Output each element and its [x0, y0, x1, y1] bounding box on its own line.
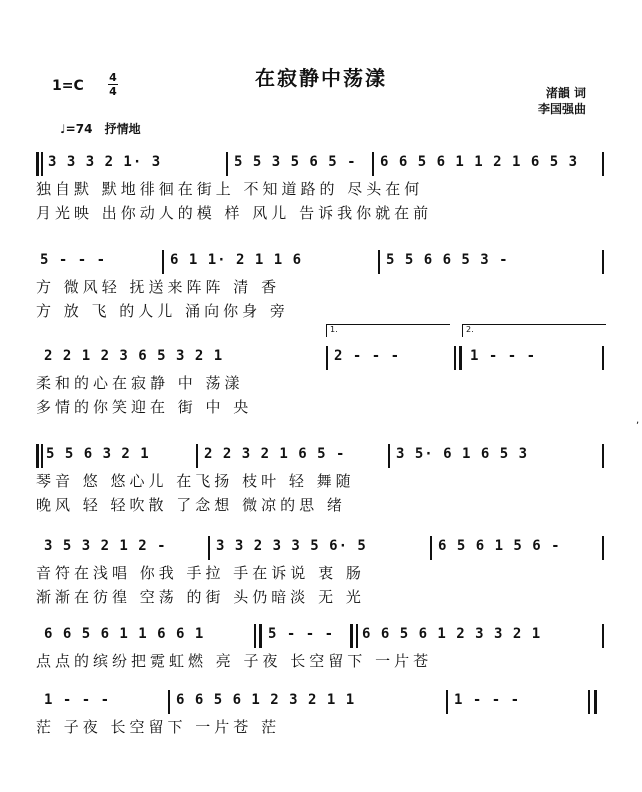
measure: 6 6 5 6 1 2 3 3 2 1	[362, 626, 542, 642]
measure: 6 6 5 6 1 2 3 2 1 1	[176, 692, 356, 708]
measure: 6 6 5 6 1 1 2 1 6 5 3	[380, 154, 579, 170]
measure: 3 3 2 3 3 5 6· 5	[216, 538, 367, 554]
measure: 5 5 6 6 5 3 -	[386, 252, 509, 268]
tempo-expression: 抒情地	[104, 122, 141, 136]
notation-line	[36, 346, 616, 370]
notation-line	[36, 152, 616, 176]
measure: 1 - - -	[470, 348, 537, 364]
lyric-verse-2: 月光映 出你动人的模 样 风儿 告诉我你就在前	[36, 204, 433, 222]
key-signature: 1=C	[52, 78, 84, 94]
notation-line	[36, 444, 616, 468]
time-signature	[108, 72, 118, 97]
meter-top: 4	[109, 71, 117, 84]
measure: 1 - - -	[454, 692, 521, 708]
measure: 3 5 3 2 1 2 -	[44, 538, 167, 554]
lyric-verse-2: 方 放 飞 的人儿 涌向你身 旁	[36, 302, 289, 320]
lyric-verse-2: 晚风 轻 轻吹散 了念想 微凉的思 绪	[36, 496, 346, 514]
measure: 5 - - -	[268, 626, 335, 642]
lyric-verse-2: 多情的你笑迎在 街 中 央	[36, 398, 253, 416]
measure: 5 5 6 3 2 1	[46, 446, 150, 462]
stray-mark: ,	[636, 415, 640, 426]
lyric-verse-1: 茫 子夜 长空留下 一片苍 茫	[36, 718, 281, 736]
measure: 2 - - -	[334, 348, 401, 364]
measure: 2 2 3 2 1 6 5 -	[204, 446, 346, 462]
tempo-marking	[60, 120, 141, 137]
lyric-verse-1: 点点的缤纷把霓虹燃 亮 子夜 长空留下 一片苍	[36, 652, 433, 670]
measure: 6 5 6 1 5 6 -	[438, 538, 561, 554]
volta-first-ending: 1.	[326, 324, 450, 337]
measure: 1 - - -	[44, 692, 111, 708]
lyric-verse-2: 渐渐在彷徨 空荡 的街 头仍暗淡 无 光	[36, 588, 365, 606]
composer-credit: 李国强曲	[537, 102, 586, 116]
lyric-verse-1: 琴音 悠 悠心儿 在飞扬 枝叶 轻 舞随	[36, 472, 355, 490]
tempo-value: ♩=74	[60, 122, 93, 136]
notation-line	[36, 536, 616, 560]
lyric-verse-1: 柔和的心在寂静 中 荡漾	[36, 374, 244, 392]
lyric-verse-1: 方 微风轻 抚送来阵阵 清 香	[36, 278, 281, 296]
meter-bottom: 4	[109, 85, 117, 98]
notation-line	[36, 624, 616, 648]
measure: 2 2 1 2 3 6 5 3 2 1	[44, 348, 224, 364]
measure: 6 1 1· 2 1 1 6	[170, 252, 303, 268]
notation-line	[36, 250, 616, 274]
song-title: 在寂静中荡漾	[255, 66, 387, 90]
measure: 5 - - -	[40, 252, 107, 268]
measure: 5 5 3 5 6 5 -	[234, 154, 357, 170]
measure: 6 6 5 6 1 1 6 6 1	[44, 626, 205, 642]
volta-second-ending: 2.	[462, 324, 606, 337]
lyric-verse-1: 独自默 默地徘徊在街上 不知道路的 尽头在何	[36, 180, 424, 198]
lyric-verse-1: 音符在浅唱 你我 手拉 手在诉说 衷 肠	[36, 564, 365, 582]
notation-line	[36, 690, 616, 714]
lyricist-credit: 渚韻 词	[545, 86, 586, 100]
measure: 3 3 3 2 1· 3	[48, 154, 162, 170]
measure: 3 5· 6 1 6 5 3	[396, 446, 529, 462]
